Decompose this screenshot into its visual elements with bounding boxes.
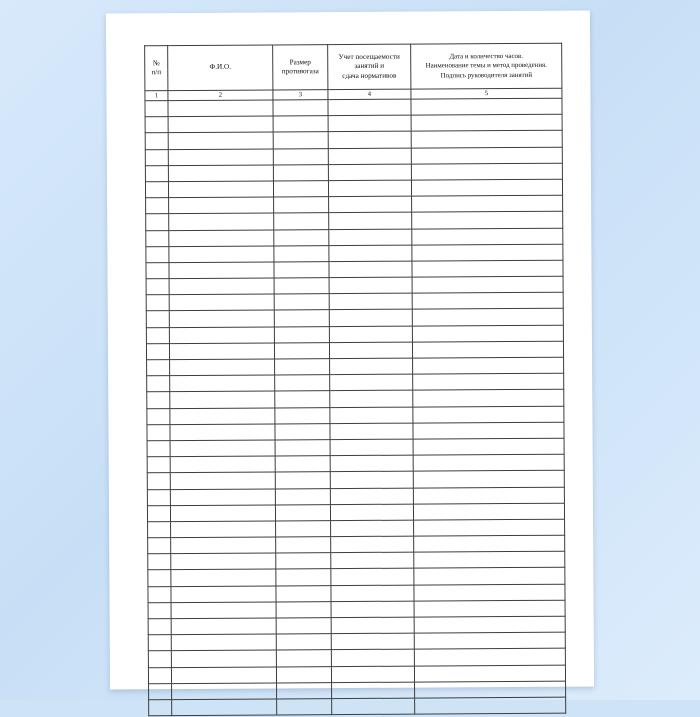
table-cell-fio bbox=[171, 521, 276, 538]
column-header-size-line-1: Размер bbox=[289, 57, 311, 66]
table-cell-num bbox=[147, 424, 170, 440]
table-cell-attendance bbox=[330, 390, 413, 407]
table-body bbox=[145, 98, 566, 716]
table-cell-lessons bbox=[414, 649, 565, 666]
table-cell-lessons bbox=[413, 438, 564, 455]
table-cell-num bbox=[146, 343, 169, 359]
table-cell-num bbox=[145, 101, 168, 117]
table-cell-fio bbox=[171, 537, 276, 554]
journal-table bbox=[144, 43, 566, 717]
table-cell-num bbox=[148, 667, 171, 683]
table-cell-size bbox=[274, 213, 329, 230]
table-cell-num bbox=[145, 182, 168, 198]
table-cell-num bbox=[145, 117, 168, 133]
table-cell-lessons bbox=[412, 292, 563, 309]
table-cell-num bbox=[146, 311, 169, 327]
table-cell-num bbox=[148, 651, 171, 667]
table-cell-attendance bbox=[331, 601, 414, 618]
table-cell-lessons bbox=[413, 454, 564, 471]
column-number-4: 4 bbox=[328, 89, 411, 100]
table-cell-num bbox=[145, 165, 168, 181]
table-cell-num bbox=[146, 279, 169, 295]
table-cell-attendance bbox=[330, 407, 413, 424]
table-cell-num bbox=[146, 246, 169, 262]
table-cell-fio bbox=[171, 667, 276, 684]
table-cell-fio bbox=[168, 165, 273, 182]
table-cell-attendance bbox=[330, 374, 413, 391]
table-cell-attendance bbox=[330, 471, 413, 488]
table-cell-attendance bbox=[330, 423, 413, 440]
table-cell-num bbox=[148, 602, 171, 618]
table-cell-num bbox=[146, 198, 169, 214]
table-cell-size bbox=[273, 100, 328, 117]
table-cell-size bbox=[275, 423, 330, 440]
table-cell-size bbox=[276, 650, 331, 667]
table-cell-fio bbox=[170, 424, 275, 441]
table-cell-fio bbox=[171, 602, 276, 619]
table-cell-num bbox=[148, 570, 171, 586]
table-cell-attendance bbox=[328, 115, 411, 132]
table-cell-size bbox=[274, 229, 329, 246]
column-header-attendance-line-2: занятий и bbox=[354, 62, 385, 71]
table-cell-num bbox=[147, 457, 170, 473]
table-cell-size bbox=[274, 310, 329, 327]
table-cell-size bbox=[274, 326, 329, 343]
table-cell-attendance bbox=[329, 261, 412, 278]
table-cell-fio bbox=[169, 310, 274, 327]
table-cell-size bbox=[274, 245, 329, 262]
table-cell-lessons bbox=[413, 471, 564, 488]
column-header-lessons-line-1: Дата и количество часов. bbox=[449, 53, 523, 61]
table-cell-size bbox=[277, 699, 332, 716]
table-cell-fio bbox=[170, 472, 275, 489]
table-cell-size bbox=[276, 585, 331, 602]
table-cell-lessons bbox=[413, 422, 564, 439]
table-cell-fio bbox=[170, 440, 275, 457]
table-cell-num bbox=[147, 408, 170, 424]
table-cell-lessons bbox=[413, 373, 564, 390]
table-cell-size bbox=[275, 375, 330, 392]
document-sheet bbox=[106, 11, 594, 690]
table-cell-fio bbox=[169, 229, 274, 246]
table-cell-lessons bbox=[413, 503, 564, 520]
table-cell-fio bbox=[169, 327, 274, 344]
table-cell-num bbox=[146, 230, 169, 246]
table-cell-lessons bbox=[414, 632, 565, 649]
table-cell-num bbox=[149, 700, 172, 716]
table-cell-attendance bbox=[331, 649, 414, 666]
table-cell-attendance bbox=[329, 342, 412, 359]
table-cell-fio bbox=[170, 488, 275, 505]
table-cell-num bbox=[147, 392, 170, 408]
table-cell-num bbox=[147, 473, 170, 489]
table-cell-attendance bbox=[331, 585, 414, 602]
journal-table-wrapper bbox=[144, 43, 560, 717]
table-cell-lessons bbox=[413, 406, 564, 423]
table-cell-attendance bbox=[328, 148, 411, 165]
table-cell-num bbox=[149, 683, 172, 699]
table-cell-lessons bbox=[411, 147, 562, 164]
table-cell-attendance bbox=[328, 131, 411, 148]
table-cell-size bbox=[273, 132, 328, 149]
column-header-fio-line-1: Ф.И.О. bbox=[209, 62, 232, 72]
table-cell-size bbox=[276, 569, 331, 586]
column-header-attendance-line-3: сдача нормативов bbox=[342, 71, 397, 80]
table-cell-lessons bbox=[412, 309, 563, 326]
table-cell-fio bbox=[172, 683, 277, 700]
table-cell-attendance bbox=[330, 455, 413, 472]
table-cell-num bbox=[146, 262, 169, 278]
table-cell-size bbox=[275, 504, 330, 521]
table-cell-lessons bbox=[414, 519, 565, 536]
table-cell-size bbox=[274, 278, 329, 295]
table-cell-size bbox=[275, 488, 330, 505]
table-cell-size bbox=[275, 407, 330, 424]
table-cell-fio bbox=[170, 359, 275, 376]
table-cell-fio bbox=[169, 213, 274, 230]
table-cell-fio bbox=[169, 278, 274, 295]
column-number-2: 2 bbox=[168, 90, 273, 101]
table-cell-fio bbox=[168, 149, 273, 166]
table-cell-size bbox=[276, 666, 331, 683]
column-number-1: 1 bbox=[145, 91, 168, 101]
table-cell-size bbox=[273, 181, 328, 198]
table-cell-fio bbox=[168, 181, 273, 198]
table-cell-lessons bbox=[414, 665, 565, 682]
table-cell-lessons bbox=[412, 276, 563, 293]
table-cell-lessons bbox=[414, 584, 565, 601]
table-cell-num bbox=[147, 441, 170, 457]
table-cell-lessons bbox=[412, 228, 563, 245]
table-cell-size bbox=[277, 682, 332, 699]
table-cell-size bbox=[276, 537, 331, 554]
table-cell-attendance bbox=[331, 552, 414, 569]
table-cell-lessons bbox=[412, 244, 563, 261]
table-cell-lessons bbox=[412, 341, 563, 358]
header-row bbox=[145, 43, 562, 91]
table-cell-attendance bbox=[329, 245, 412, 262]
table-cell-fio bbox=[170, 456, 275, 473]
table-cell-attendance bbox=[331, 617, 414, 634]
table-cell-attendance bbox=[329, 212, 412, 229]
table-cell-size bbox=[275, 391, 330, 408]
table-cell-lessons bbox=[414, 568, 565, 585]
table-cell-size bbox=[276, 634, 331, 651]
table-cell-attendance bbox=[328, 164, 411, 181]
table-cell-num bbox=[146, 327, 169, 343]
table-cell-fio bbox=[170, 375, 275, 392]
table-cell-num bbox=[145, 149, 168, 165]
table-cell-size bbox=[276, 601, 331, 618]
table-cell-attendance bbox=[331, 666, 414, 683]
table-cell-fio bbox=[171, 650, 276, 667]
column-header-attendance-line-1: Учет посещаемости bbox=[338, 52, 400, 61]
table-cell-attendance bbox=[331, 633, 414, 650]
table-cell-num bbox=[148, 586, 171, 602]
column-header-lessons-line-2: Наименование темы и метод проведения. bbox=[425, 62, 547, 70]
column-header-num-line-2: п/п bbox=[151, 68, 162, 77]
column-header-num-line-1: № bbox=[152, 58, 160, 67]
table-cell-size bbox=[274, 342, 329, 359]
table-cell-lessons bbox=[414, 616, 565, 633]
table-cell-lessons bbox=[412, 212, 563, 229]
table-cell-num bbox=[148, 619, 171, 635]
table-cell-attendance bbox=[329, 277, 412, 294]
table-cell-attendance bbox=[331, 536, 414, 553]
table-cell-fio bbox=[171, 569, 276, 586]
column-number-3: 3 bbox=[273, 90, 328, 100]
table-cell-attendance bbox=[332, 682, 415, 699]
column-header-size bbox=[273, 45, 328, 90]
table-cell-fio bbox=[169, 262, 274, 279]
table-cell-lessons bbox=[413, 390, 564, 407]
table-cell-fio bbox=[172, 699, 277, 716]
table-cell-fio bbox=[169, 246, 274, 263]
table-cell-size bbox=[275, 456, 330, 473]
table-cell-attendance bbox=[329, 196, 412, 213]
table-cell-size bbox=[274, 262, 329, 279]
table-cell-attendance bbox=[328, 180, 411, 197]
table-cell-size bbox=[273, 148, 328, 165]
table-cell-lessons bbox=[411, 131, 562, 148]
table-cell-size bbox=[276, 553, 331, 570]
table-cell-attendance bbox=[330, 358, 413, 375]
table-cell-fio bbox=[169, 197, 274, 214]
table-cell-lessons bbox=[414, 551, 565, 568]
table-cell-lessons bbox=[411, 163, 562, 180]
table-cell-fio bbox=[171, 586, 276, 603]
table-cell-fio bbox=[170, 408, 275, 425]
table-cell-fio bbox=[168, 132, 273, 149]
table-cell-fio bbox=[169, 343, 274, 360]
table-cell-size bbox=[276, 618, 331, 635]
table-cell-size bbox=[274, 294, 329, 311]
column-number-5: 5 bbox=[411, 88, 562, 99]
table-cell-lessons bbox=[414, 600, 565, 617]
table-cell-size bbox=[274, 197, 329, 214]
table-cell-num bbox=[147, 489, 170, 505]
column-header-fio bbox=[168, 45, 273, 91]
table-cell-attendance bbox=[332, 698, 415, 715]
table-cell-fio bbox=[171, 618, 276, 635]
table-cell-num bbox=[145, 133, 168, 149]
table-cell-num bbox=[146, 214, 169, 230]
table-cell-lessons bbox=[411, 114, 562, 131]
table-cell-attendance bbox=[329, 229, 412, 246]
table-cell-size bbox=[275, 472, 330, 489]
column-header-num bbox=[145, 46, 168, 91]
table-cell-fio bbox=[170, 391, 275, 408]
table-cell-num bbox=[147, 505, 170, 521]
table-cell-lessons bbox=[413, 487, 564, 504]
table-cell-attendance bbox=[330, 439, 413, 456]
table-cell-attendance bbox=[331, 569, 414, 586]
table-cell-attendance bbox=[329, 310, 412, 327]
table-cell-lessons bbox=[411, 98, 562, 115]
table-cell-lessons bbox=[412, 260, 563, 277]
table-cell-size bbox=[276, 520, 331, 537]
table-header bbox=[145, 43, 562, 101]
table-cell-fio bbox=[171, 634, 276, 651]
table-cell-lessons bbox=[415, 681, 566, 698]
table-cell-num bbox=[147, 376, 170, 392]
table-cell-fio bbox=[170, 505, 275, 522]
table-cell-size bbox=[275, 359, 330, 376]
table-cell-lessons bbox=[413, 357, 564, 374]
table-cell-lessons bbox=[412, 325, 563, 342]
table-cell-num bbox=[148, 554, 171, 570]
table-cell-lessons bbox=[411, 179, 562, 196]
table-cell-size bbox=[273, 116, 328, 133]
table-cell-attendance bbox=[330, 504, 413, 521]
table-cell-attendance bbox=[331, 520, 414, 537]
table-cell-fio bbox=[168, 116, 273, 133]
table-cell-fio bbox=[171, 553, 276, 570]
table-cell-num bbox=[148, 521, 171, 537]
table-cell-fio bbox=[169, 294, 274, 311]
table-cell-num bbox=[148, 538, 171, 554]
table-cell-num bbox=[148, 635, 171, 651]
table-cell-lessons bbox=[412, 195, 563, 212]
table-cell-num bbox=[147, 360, 170, 376]
table-cell-num bbox=[146, 295, 169, 311]
table-cell-size bbox=[275, 440, 330, 457]
column-header-lessons-line-3: Подпись руководителя занятий bbox=[440, 71, 533, 79]
table-cell-attendance bbox=[329, 326, 412, 343]
table-cell-lessons bbox=[414, 535, 565, 552]
column-header-size-line-2: противогаза bbox=[281, 67, 319, 76]
table-cell-size bbox=[273, 164, 328, 181]
column-header-lessons bbox=[411, 43, 562, 89]
column-header-attendance bbox=[328, 44, 411, 90]
table-cell-attendance bbox=[330, 488, 413, 505]
table-cell-attendance bbox=[328, 99, 411, 116]
table-cell-attendance bbox=[329, 293, 412, 310]
table-cell-fio bbox=[168, 100, 273, 117]
